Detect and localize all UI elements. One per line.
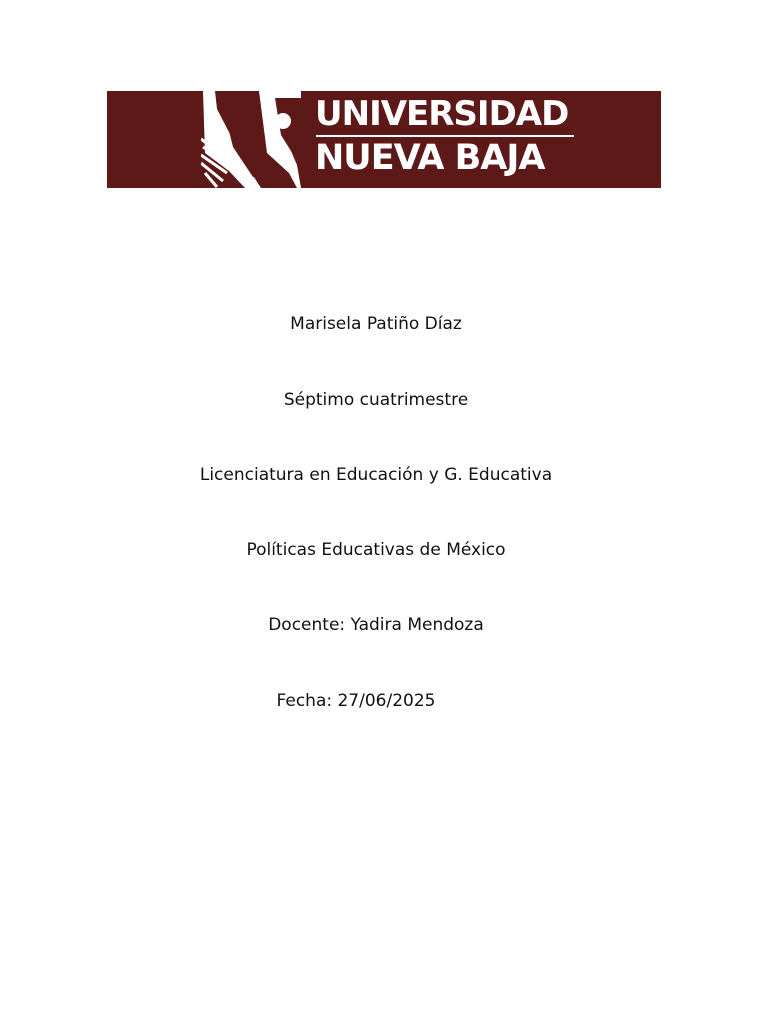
university-logo [107, 91, 661, 188]
degree: Licenciatura en Educación y G. Educativa [199, 465, 553, 485]
university-emblem-icon [201, 91, 305, 188]
logo-divider [316, 135, 574, 137]
term: Séptimo cuatrimestre [283, 390, 469, 410]
date: Fecha: 27/06/2025 [276, 691, 436, 711]
teacher: Docente: Yadira Mendoza [268, 615, 484, 635]
logo-text-nueva-baja: NUEVA BAJA [315, 138, 545, 178]
student-name: Marisela Patiño Díaz [290, 314, 462, 334]
subject: Políticas Educativas de México [246, 540, 506, 560]
logo-text-universidad: UNIVERSIDAD [315, 94, 569, 134]
